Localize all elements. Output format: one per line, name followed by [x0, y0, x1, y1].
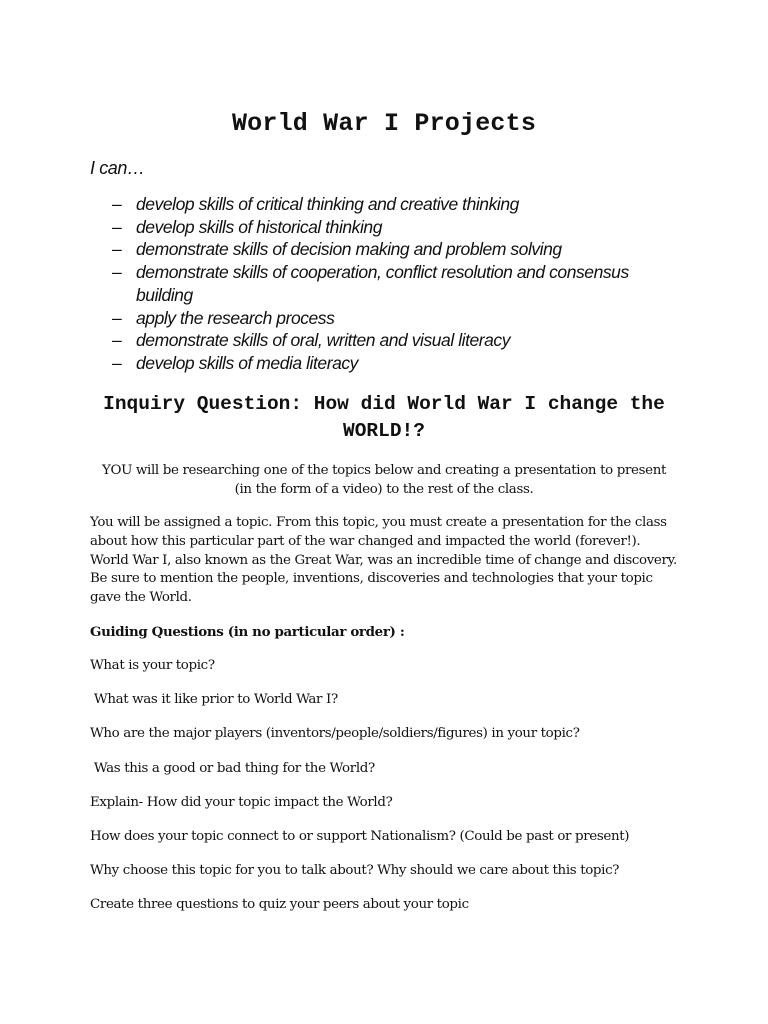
guiding-question: Why choose this topic for you to talk about? Why should we care about this topic?	[90, 863, 620, 879]
skill-text: demonstrate skills of cooperation, conflict resolution and consensus building	[136, 262, 629, 305]
skill-item	[0, 193, 768, 216]
guiding-question: What is your topic?	[90, 658, 215, 673]
skill-text: demonstrate skills of decision making and problem solving	[136, 239, 562, 260]
dash-bullet: –	[112, 216, 122, 237]
inquiry-question: Inquiry Question: How did World War I change the WORLD!?	[103, 393, 665, 442]
skill-item	[0, 352, 768, 375]
guiding-question: What was it like prior to World War I?	[90, 692, 338, 708]
skill-text: develop skills of historical thinking	[136, 216, 382, 237]
guiding-question: Was this a good or bad thing for the World?	[90, 760, 375, 776]
dash-bullet: –	[112, 239, 122, 260]
guiding-question: How does your topic connect to or support Nationalism? (Could be past or present)	[90, 828, 630, 844]
skills-list	[0, 193, 768, 375]
guiding-questions-list	[90, 656, 710, 930]
skill-item	[0, 307, 768, 330]
guiding-questions-heading: Guiding Questions (in no particular order) :	[90, 624, 405, 640]
skill-item	[0, 261, 768, 306]
skill-item	[0, 238, 768, 261]
document-title: World War I Projects	[231, 109, 537, 138]
skill-item	[0, 216, 768, 239]
dash-bullet: –	[112, 352, 122, 373]
intro-paragraph: YOU will be researching one of the topics below and creating a presentation to present (in the form of a video) to the rest of the class.	[101, 463, 667, 497]
dash-bullet: –	[112, 307, 122, 328]
guiding-question: Who are the major players (inventors/people/soldiers/figures) in your topic?	[90, 726, 580, 742]
skill-text: develop skills of media literacy	[136, 352, 358, 373]
skill-text: develop skills of critical thinking and creative thinking	[136, 194, 519, 214]
guiding-question: Explain- How did your topic impact the World?	[90, 794, 393, 810]
skill-text: demonstrate skills of oral, written and visual literacy	[136, 330, 511, 351]
assignment-paragraph: You will be assigned a topic. From this topic, you must create a presentation for the class about how this particular part of the war changed and impacted the world (forever!). World War I, also known as the Great War, was an incredible time of change and discovery. Be sure to mention the people, inventions, discoveries and technologies that your topic gave the World.	[90, 515, 677, 606]
dash-bullet: –	[112, 330, 122, 351]
skill-item	[0, 329, 768, 352]
skill-text: apply the research process	[136, 307, 335, 328]
guiding-question: Create three questions to quiz your peers about your topic	[90, 897, 469, 913]
dash-bullet: –	[112, 194, 122, 214]
dash-bullet: –	[112, 262, 122, 283]
i-can-heading: I can…	[90, 158, 145, 178]
